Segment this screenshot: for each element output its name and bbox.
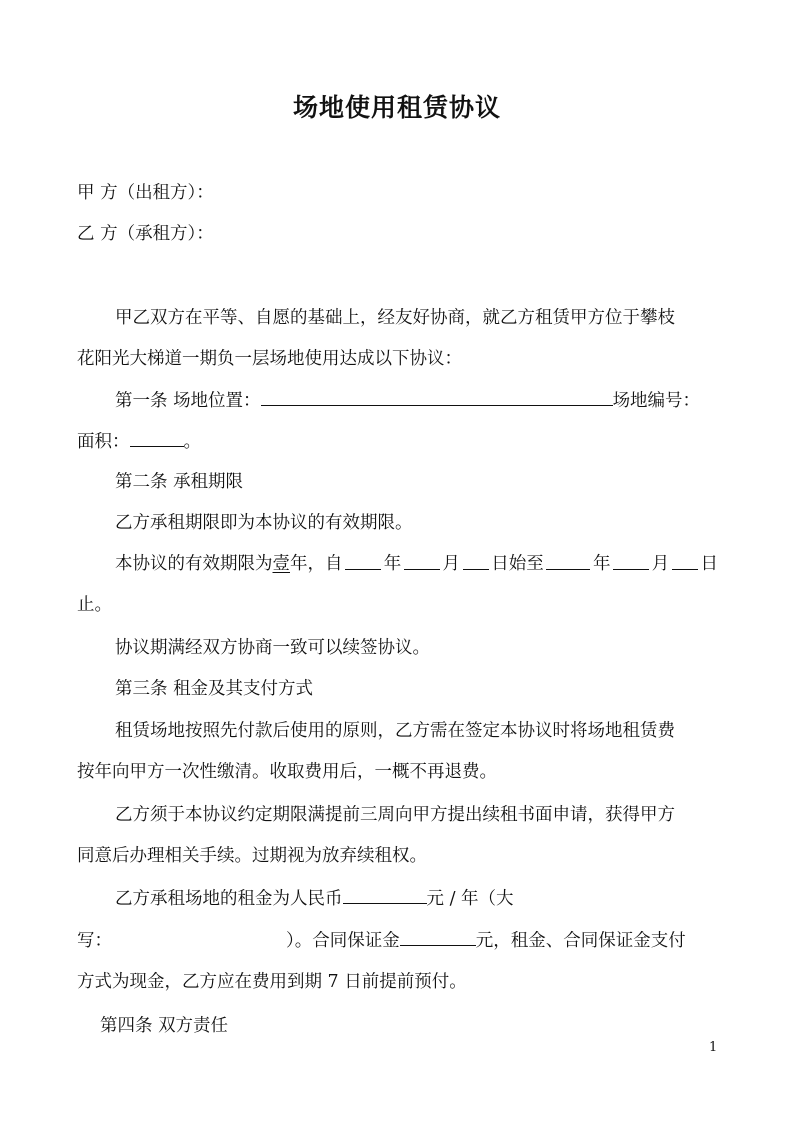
article-2-heading: 第二条 承租期限 bbox=[115, 472, 244, 492]
payment-method-line: 方式为现金，乙方应在费用到期 7 日前提前预付。 bbox=[77, 972, 467, 992]
start-year-blank[interactable] bbox=[345, 552, 381, 570]
party-a-line: 甲 方（出租方）： bbox=[77, 183, 214, 203]
location-blank[interactable] bbox=[261, 388, 613, 406]
payment-text: 元，租金、合同保证金支付 bbox=[475, 931, 686, 951]
area-blank[interactable] bbox=[130, 429, 184, 447]
venue-code-label: 场地编号： bbox=[612, 391, 701, 411]
day-end-text: 日 bbox=[700, 554, 718, 574]
month-char-2: 月 bbox=[651, 554, 670, 574]
end-day-blank[interactable] bbox=[672, 552, 698, 570]
article-4-heading: 第四条 双方责任 bbox=[100, 1016, 229, 1036]
article-2-para-1: 乙方承租期限即为本协议的有效期限。 bbox=[115, 513, 413, 533]
intro-line-1: 甲乙双方在平等、自愿的基础上，经友好协商，就乙方租赁甲方位于攀枝 bbox=[115, 308, 675, 328]
year-char-2: 年 bbox=[593, 554, 611, 574]
deposit-label: ）。合同保证金 bbox=[286, 931, 400, 951]
document-title: 场地使用租赁协议 bbox=[292, 93, 501, 122]
page-number: 1 bbox=[709, 1040, 718, 1055]
term-years: 壹 bbox=[272, 554, 290, 574]
end-month-blank[interactable] bbox=[613, 552, 649, 570]
article-2-para-3: 协议期满经双方协商一致可以续签协议。 bbox=[115, 638, 430, 658]
term-text bbox=[115, 552, 343, 576]
article-3-para-1-line-1: 租赁场地按照先付款后使用的原则，乙方需在签定本协议时将场地租赁费 bbox=[115, 721, 675, 741]
year-char: 年 bbox=[383, 554, 402, 574]
deposit-line bbox=[77, 928, 686, 953]
area-label: 面积： bbox=[77, 432, 130, 452]
rent-amount-blank[interactable] bbox=[343, 886, 427, 904]
area-line bbox=[77, 429, 201, 454]
rent-label: 乙方承租场地的租金为人民币 bbox=[115, 889, 343, 909]
article-1-label: 第一条 场地位置： bbox=[115, 391, 261, 411]
term-line-end: 止。 bbox=[77, 595, 112, 615]
article-3-para-2-line-1: 乙方须于本协议约定期限满提前三周向甲方提出续租书面申请，获得甲方 bbox=[115, 805, 675, 825]
term-from: 年，自 bbox=[290, 554, 343, 574]
month-char: 月 bbox=[442, 554, 460, 574]
amount-words-label: 写： bbox=[77, 931, 112, 951]
party-b-line: 乙 方（承租方）： bbox=[77, 224, 214, 244]
end-year-blank[interactable] bbox=[546, 552, 590, 570]
article-3-para-1-line-2: 按年向甲方一次性缴清。收取费用后，一概不再退费。 bbox=[77, 762, 497, 782]
rent-line bbox=[115, 886, 514, 911]
intro-line-2: 花阳光大梯道一期负一层场地使用达成以下协议： bbox=[77, 349, 462, 369]
day-start-text: 日始至 bbox=[491, 554, 544, 574]
start-month-blank[interactable] bbox=[404, 552, 440, 570]
article-3-para-2-line-2: 同意后办理相关手续。过期视为放弃续租权。 bbox=[77, 846, 427, 866]
deposit-blank[interactable] bbox=[400, 928, 476, 946]
article-3-heading: 第三条 租金及其支付方式 bbox=[115, 679, 314, 699]
term-prefix: 本协议的有效期限为 bbox=[115, 554, 273, 574]
rent-unit: 元 / 年（大 bbox=[426, 889, 514, 909]
article-1-line bbox=[115, 388, 700, 413]
start-day-blank[interactable] bbox=[463, 552, 489, 570]
area-end: 。 bbox=[183, 432, 201, 452]
term-line bbox=[115, 552, 718, 576]
